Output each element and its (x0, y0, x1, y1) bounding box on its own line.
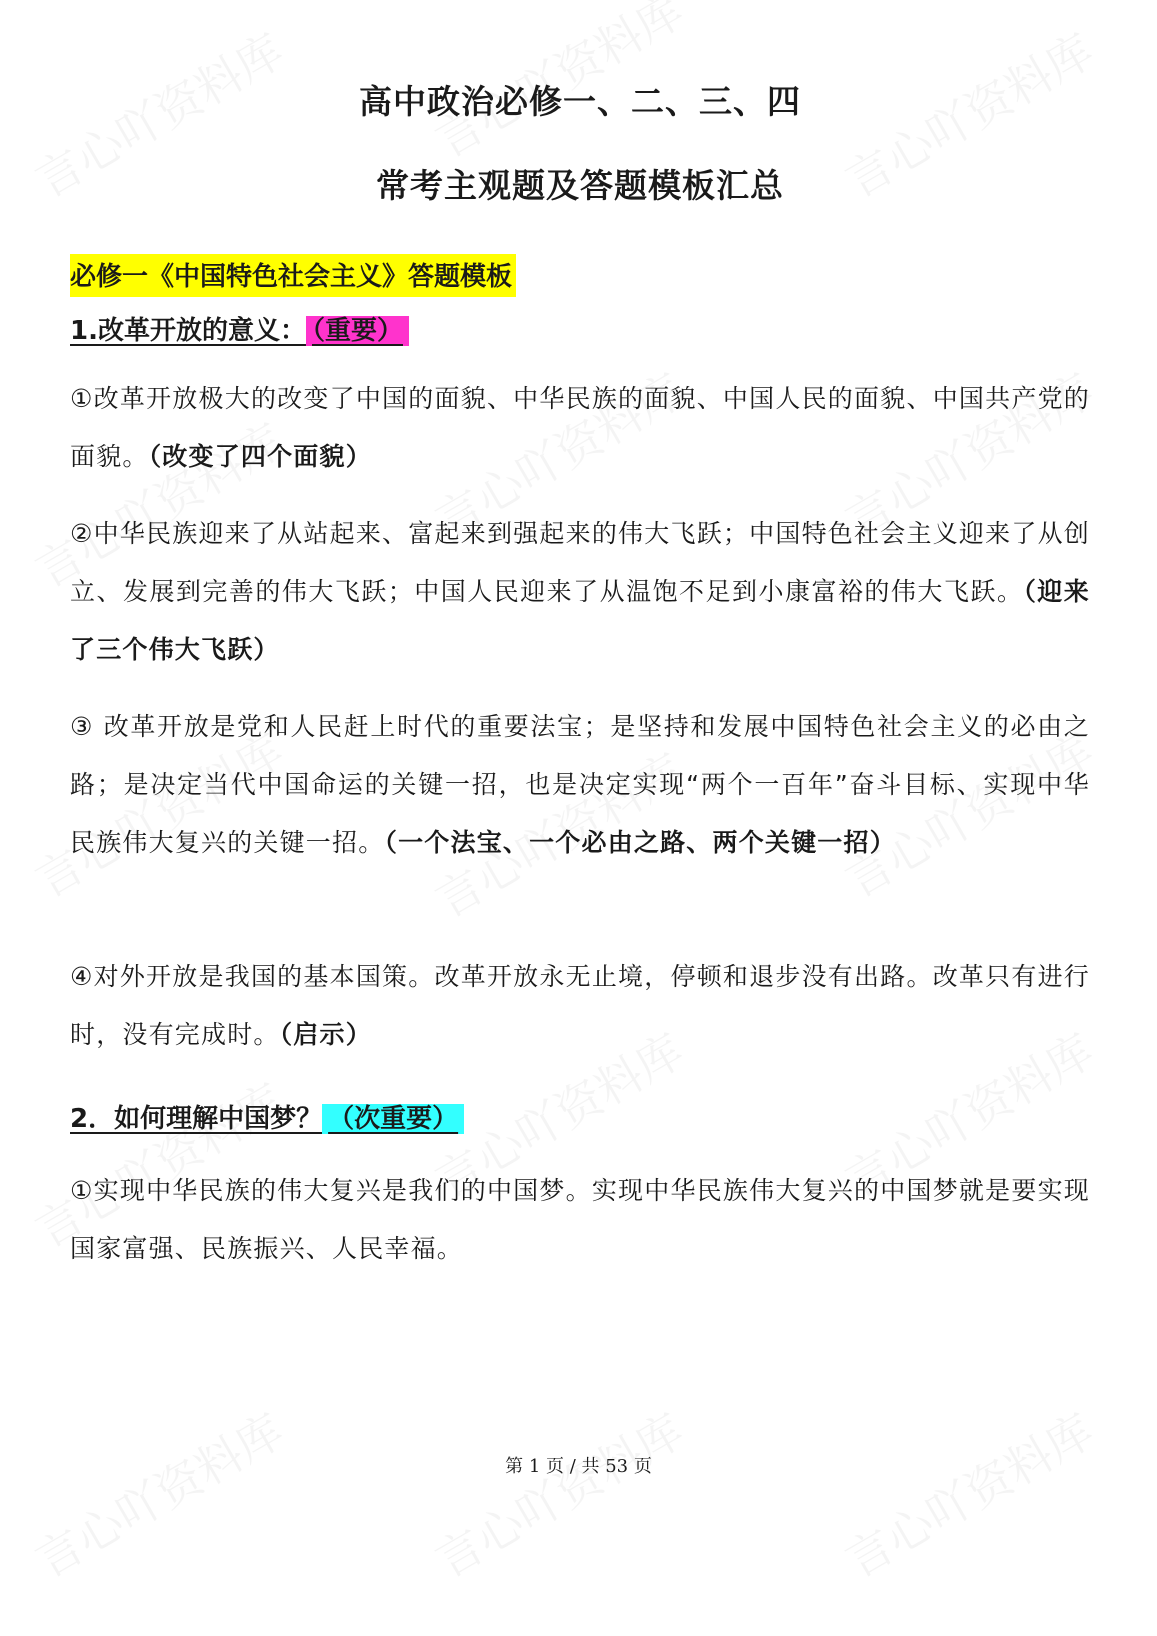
importance-tag: （重要） (306, 316, 409, 346)
question-title: 2．如何理解中国梦？ (70, 1104, 323, 1134)
document-subtitle: 常考主观题及答题模板汇总 (376, 166, 784, 205)
page-number: 第 1 页 / 共 53 页 (505, 1456, 652, 1477)
question-heading (70, 1098, 464, 1135)
answer-paragraph: ②中华民族迎来了从站起来、富起来到强起来的伟大飞跃；中国特色社会主义迎来了从创立、发展到完善的伟大飞跃；中国人民迎来了从温饱不足到小康富裕的伟大飞跃。（迎来了三个伟大飞跃） (70, 519, 1090, 664)
answer-paragraph: ④对外开放是我国的基本国策。改革开放永无止境，停顿和退步没有出路。改革只有进行时，没有完成时。（启示） (70, 962, 1090, 1049)
watermark (422, 1395, 694, 1590)
section-heading: 必修一《中国特色社会主义》答题模板 (70, 254, 516, 297)
answer-paragraph: ①改革开放极大的改变了中国的面貌、中华民族的面貌、中国人民的面貌、中国共产党的面貌。（改变了四个面貌） (70, 384, 1090, 471)
watermark (22, 1395, 294, 1590)
importance-tag: （次重要） (322, 1104, 464, 1134)
question-heading (70, 310, 409, 347)
answer-paragraph: ③ 改革开放是党和人民赶上时代的重要法宝；是坚持和发展中国特色社会主义的必由之路；是决定当代中国命运的关键一招，也是决定实现“两个一百年”奋斗目标、实现中华民族伟大复兴的关键一招。（一个法宝、一个必由之路、两个关键一招） (70, 712, 1090, 857)
watermark (832, 1395, 1104, 1590)
question-title: 1.改革开放的意义： (70, 316, 306, 346)
document-title: 高中政治必修一、二、三、四 (359, 82, 801, 121)
answer-paragraph: ①实现中华民族的伟大复兴是我们的中国梦。实现中华民族伟大复兴的中国梦就是要实现国家富强、民族振兴、人民幸福。 (70, 1176, 1090, 1263)
